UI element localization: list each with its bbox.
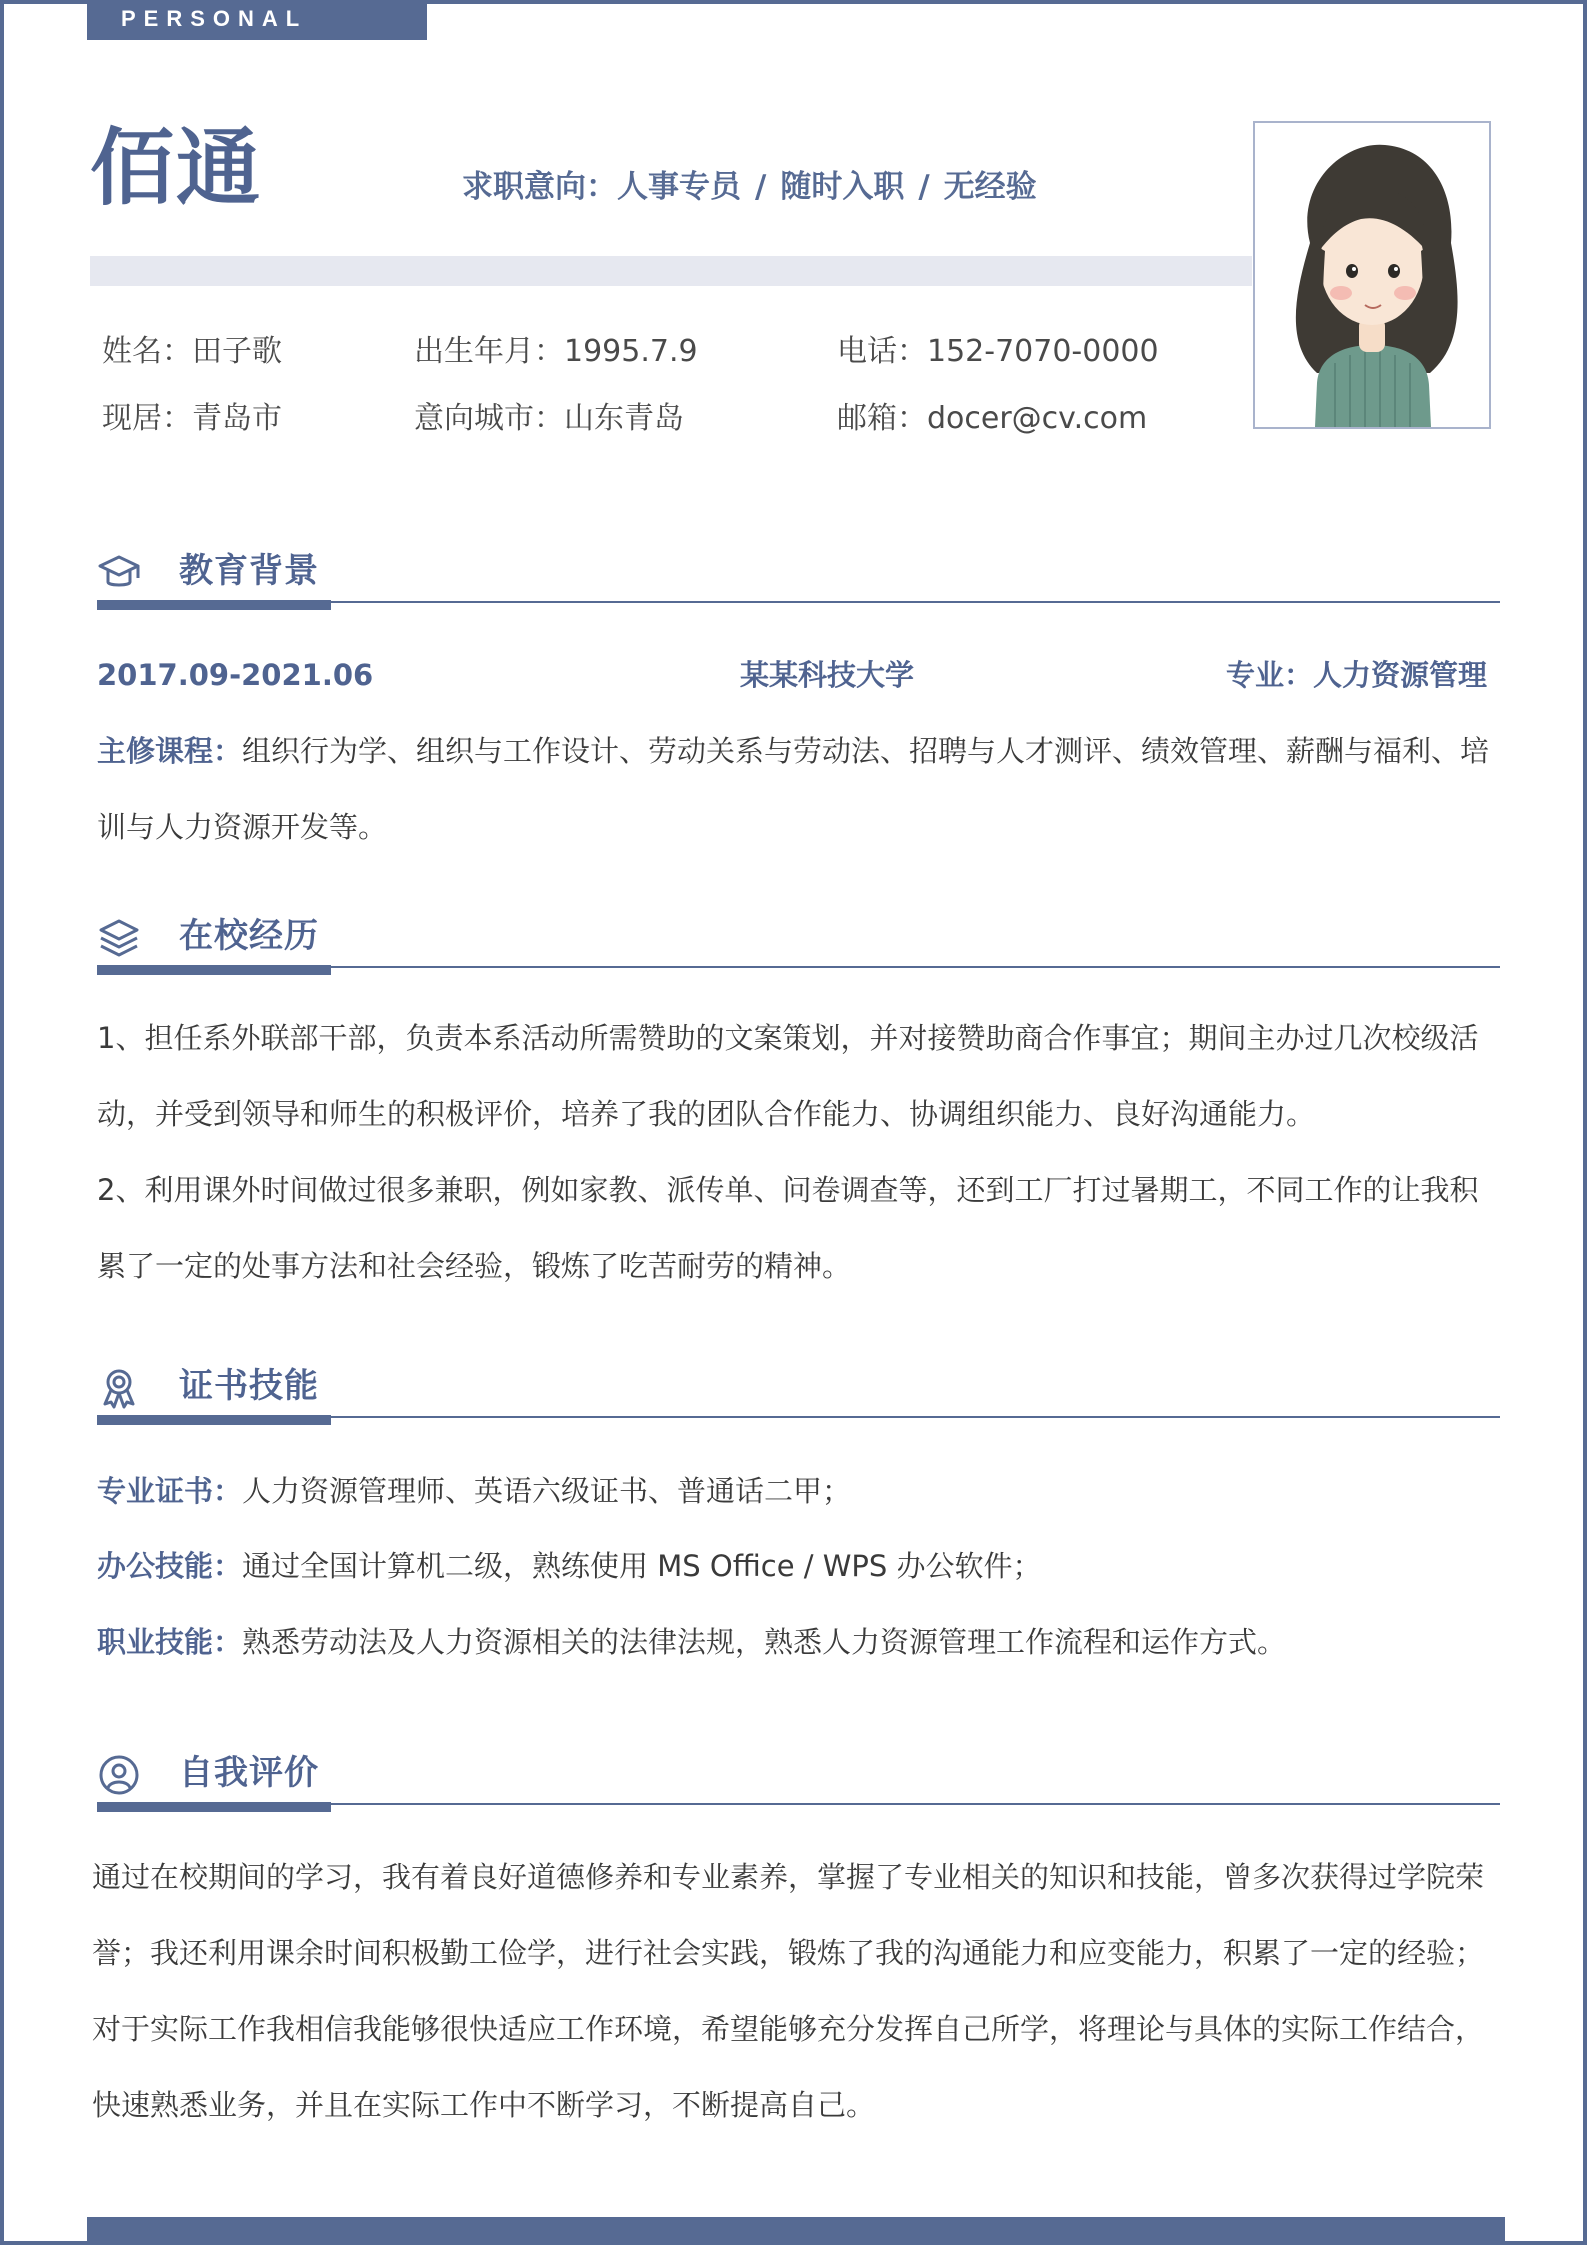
education-courses xyxy=(97,713,1497,789)
skill-item xyxy=(97,1604,1286,1680)
intention-availability: 随时入职 xyxy=(780,169,905,205)
graduation-cap-icon xyxy=(97,551,141,595)
skill-label: 专业证书： xyxy=(97,1474,243,1508)
campus-line-2: 动，并受到领导和师生的积极评价，培养了我的团队合作能力、协调组织能力、良好沟通能力。 xyxy=(97,1097,1316,1131)
info-email: 邮箱：docer@cv.com xyxy=(837,401,1148,436)
info-name: 姓名：田子歌 xyxy=(102,334,282,369)
intention-position: 人事专员 xyxy=(617,169,741,205)
education-major: 专业：人力资源管理 xyxy=(1225,658,1487,692)
skill-item xyxy=(97,1453,851,1529)
layers-icon xyxy=(97,916,141,960)
section-education-header xyxy=(97,541,1500,611)
section-skills-header xyxy=(97,1356,1500,1426)
user-circle-icon xyxy=(97,1753,141,1797)
personal-resume-tag: PERSONAL RESUME xyxy=(87,0,427,40)
skill-label: 职业技能： xyxy=(97,1625,243,1659)
section-campus-title: 在校经历 xyxy=(179,916,319,956)
education-row xyxy=(97,651,1490,701)
award-ribbon-icon xyxy=(97,1366,141,1410)
intention-experience: 无经验 xyxy=(943,169,1037,205)
campus-line-1: 1、担任系外联部干部，负责本系活动所需赞助的文案策划，并对接赞助商合作事宜；期间主办过几次校级活 xyxy=(97,1021,1479,1055)
skill-text: 熟悉劳动法及人力资源相关的法律法规，熟悉人力资源管理工作流程和运作方式。 xyxy=(242,1625,1287,1659)
campus-line-4: 累了一定的处事方法和社会经验，锻炼了吃苦耐劳的精神。 xyxy=(97,1249,852,1283)
info-target-city: 意向城市：山东青岛 xyxy=(414,401,684,436)
section-skills-title: 证书技能 xyxy=(179,1366,319,1406)
job-intention xyxy=(462,165,1037,209)
intention-label: 求职意向： xyxy=(462,169,617,205)
info-phone: 电话：152-7070-0000 xyxy=(837,334,1159,369)
section-campus-header xyxy=(97,906,1500,976)
section-rule-accent xyxy=(97,1802,331,1812)
self-eval-line-4: 快速熟悉业务，并且在实际工作中不断学习，不断提高自己。 xyxy=(92,2088,876,2122)
section-education-title: 教育背景 xyxy=(179,551,319,591)
courses-label: 主修课程： xyxy=(97,734,243,768)
education-school: 某某科技大学 xyxy=(740,658,915,692)
self-eval-line-1: 通过在校期间的学习，我有着良好道德修养和专业素养，掌握了专业相关的知识和技能，曾多次获得过学院荣 xyxy=(92,1860,1485,1894)
intention-separator: / xyxy=(755,169,767,205)
section-rule-accent xyxy=(97,1415,331,1425)
skill-text: 人力资源管理师、英语六级证书、普通话二甲； xyxy=(242,1474,852,1508)
resume-name: 佰通 xyxy=(90,119,263,217)
section-rule-accent xyxy=(97,600,331,610)
skill-item xyxy=(97,1528,1042,1604)
section-self-eval-header xyxy=(97,1743,1500,1813)
portrait-illustration xyxy=(1255,123,1489,427)
skill-label: 办公技能： xyxy=(97,1549,243,1583)
education-period: 2017.09-2021.06 xyxy=(97,658,374,692)
footer-bar xyxy=(87,2217,1505,2245)
info-residence: 现居：青岛市 xyxy=(102,401,282,436)
header-band xyxy=(90,256,1252,286)
courses-line-2: 训与人力资源开发等。 xyxy=(97,810,388,844)
section-self-eval-title: 自我评价 xyxy=(179,1753,319,1793)
self-eval-line-2: 誉；我还利用课余时间积极勤工俭学，进行社会实践，锻炼了我的沟通能力和应变能力，积累了一定的经验； xyxy=(92,1936,1485,1970)
intention-separator: / xyxy=(918,169,930,205)
profile-photo xyxy=(1253,121,1491,429)
skill-text: 通过全国计算机二级，熟练使用 MS Office / WPS 办公软件； xyxy=(242,1549,1042,1583)
info-birth: 出生年月：1995.7.9 xyxy=(414,334,698,369)
courses-line-1: 组织行为学、组织与工作设计、劳动关系与劳动法、招聘与人才测评、绩效管理、薪酬与福利、培 xyxy=(242,734,1490,768)
section-rule-accent xyxy=(97,965,331,975)
self-eval-line-3: 对于实际工作我相信我能够很快适应工作环境，希望能够充分发挥自己所学，将理论与具体的实际工作结合， xyxy=(92,2012,1485,2046)
campus-line-3: 2、利用课外时间做过很多兼职，例如家教、派传单、问卷调查等，还到工厂打过暑期工，不同工作的让我积 xyxy=(97,1173,1479,1207)
